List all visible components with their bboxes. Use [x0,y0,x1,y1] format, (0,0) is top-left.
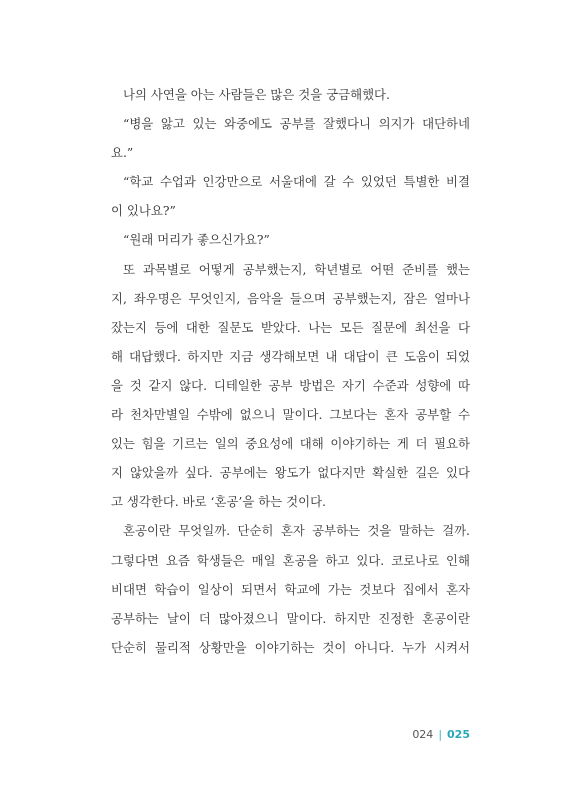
text-line: 단순히 물리적 상황만을 이야기하는 것이 아니다. 누가 시켜서 [111,639,470,655]
text-line: 그렇다면 요즘 학생들은 매일 혼공을 하고 있다. 코로나로 인해 [111,552,470,568]
left-page-number: 024 [412,728,434,741]
right-page-number: 025 [447,728,470,741]
text-line: 나의 사연을 아는 사람들은 많은 것을 궁금해했다. [123,87,390,102]
text-line: “병을 앓고 있는 와중에도 공부를 잘했다니 의지가 대단하네 [123,116,470,132]
text-line: “학교 수업과 인강만으로 서울대에 갈 수 있었던 특별한 비결 [123,174,470,190]
text-line: 고 생각한다. 바로 ‘혼공’을 하는 것이다. [111,494,326,510]
body-text [111,80,470,662]
text-line: 비대면 학습이 일상이 되면서 학교에 가는 것보다 집에서 혼자 [111,581,470,597]
text-line: 잤는지 등에 대한 질문도 받았다. 나는 모든 질문에 최선을 다 [111,319,470,335]
page-separator: | [438,728,443,741]
text-line: 해 대답했다. 하지만 지금 생각해보면 내 대답이 큰 도움이 되었 [111,348,470,364]
text-line: 혼공이란 무엇일까. 단순히 혼자 공부하는 것을 말하는 걸까. [123,523,470,539]
text-line: 공부하는 날이 더 많아졌으니 말이다. 하지만 진정한 혼공이란 [111,610,470,626]
text-line: 지, 좌우명은 무엇인지, 음악을 들으며 공부했는지, 잠은 얼마나 [111,290,470,306]
text-line: 이 있나요?” [111,203,176,219]
text-line: 또 과목별로 어떻게 공부했는지, 학년별로 어떤 준비를 했는 [123,261,470,277]
text-line: 있는 힘을 기르는 일의 중요성에 대해 이야기하는 게 더 필요하 [111,436,470,452]
text-line: 라 천차만별일 수밖에 없으니 말이다. 그보다는 혼자 공부할 수 [111,407,470,423]
text-line: 지 않았을까 싶다. 공부에는 왕도가 없다지만 확실한 길은 있다 [111,465,470,481]
page-numbers [400,727,470,743]
text-line: 을 것 같지 않다. 디테일한 공부 방법은 자기 수준과 성향에 따 [111,377,470,393]
text-line: “원래 머리가 좋으신가요?” [123,232,270,248]
text-line: 요.” [111,145,134,161]
